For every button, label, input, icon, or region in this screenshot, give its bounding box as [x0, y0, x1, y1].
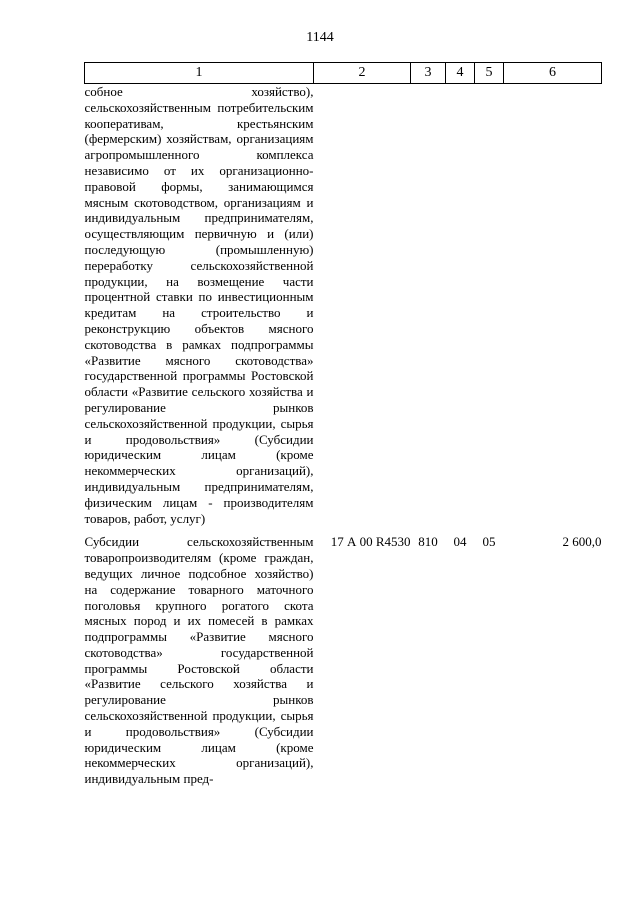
row-code: 17 А 00 R4530: [330, 534, 411, 550]
row-col5: [475, 84, 504, 535]
row-col4: 04: [453, 534, 467, 550]
column-header-6: 6: [504, 63, 602, 84]
row-amount: [504, 84, 602, 535]
row-col5: 05: [482, 534, 496, 550]
table-row: [85, 534, 602, 795]
page-number: 1144: [306, 30, 334, 45]
row-col3: [411, 84, 446, 535]
row-code: [314, 84, 411, 535]
column-header-5: 5: [475, 63, 504, 84]
row-col3: 810: [418, 534, 438, 550]
row-description: Субсидии сельскохозяйственным товаропроизводителям (кроме граждан, ведущих личное подсобное хозяйство) на содержание товарного маточного поголовья крупного рогатого скота мясных пород и их помесей в рамках подпрограммы «Развитие мясного скотоводства» государственной программы Ростовской области «Развитие сельского хозяйства и регулирование рынков сельскохозяйственной продукции, сырья и продовольствия» (Субсидии юридическим лицам (кроме некоммерческих организаций), индивидуальным пред-: [84, 534, 314, 787]
table-row: [85, 84, 602, 535]
row-amount: 2 600,0: [562, 534, 602, 550]
table-header-row: [85, 63, 602, 84]
budget-table: [84, 62, 602, 795]
column-header-1: 1: [85, 63, 314, 84]
row-description: собное хозяйство), сельскохозяйственным потребительским кооперативам, крестьянским (фермерским) хозяйствам, организациям агропромышленного комплекса независимо от их организационно-правовой формы, занимающимся мясным скотоводством, организациям и индивидуальным предпринимателям, осуществляющим первичную и (или) последующую (промышленную) переработку сельскохозяйственной продукции, на возмещение части процентной ставки по инвестиционным кредитам на строительство и реконструкцию объектов мясного скотоводства в рамках подпрограммы «Развитие мясного скотоводства» государственной программы Ростовской области «Развитие сельского хозяйства и регулирование рынков сельскохозяйственной продукции, сырья и продовольствия» (Субсидии юридическим лицам (кроме некоммерческих организаций), индивидуальным предпринимателям, физическим лицам - производителям товаров, работ, услуг): [84, 84, 314, 526]
column-header-2: 2: [314, 63, 411, 84]
row-col4: [446, 84, 475, 535]
column-header-3: 3: [411, 63, 446, 84]
column-header-4: 4: [446, 63, 475, 84]
